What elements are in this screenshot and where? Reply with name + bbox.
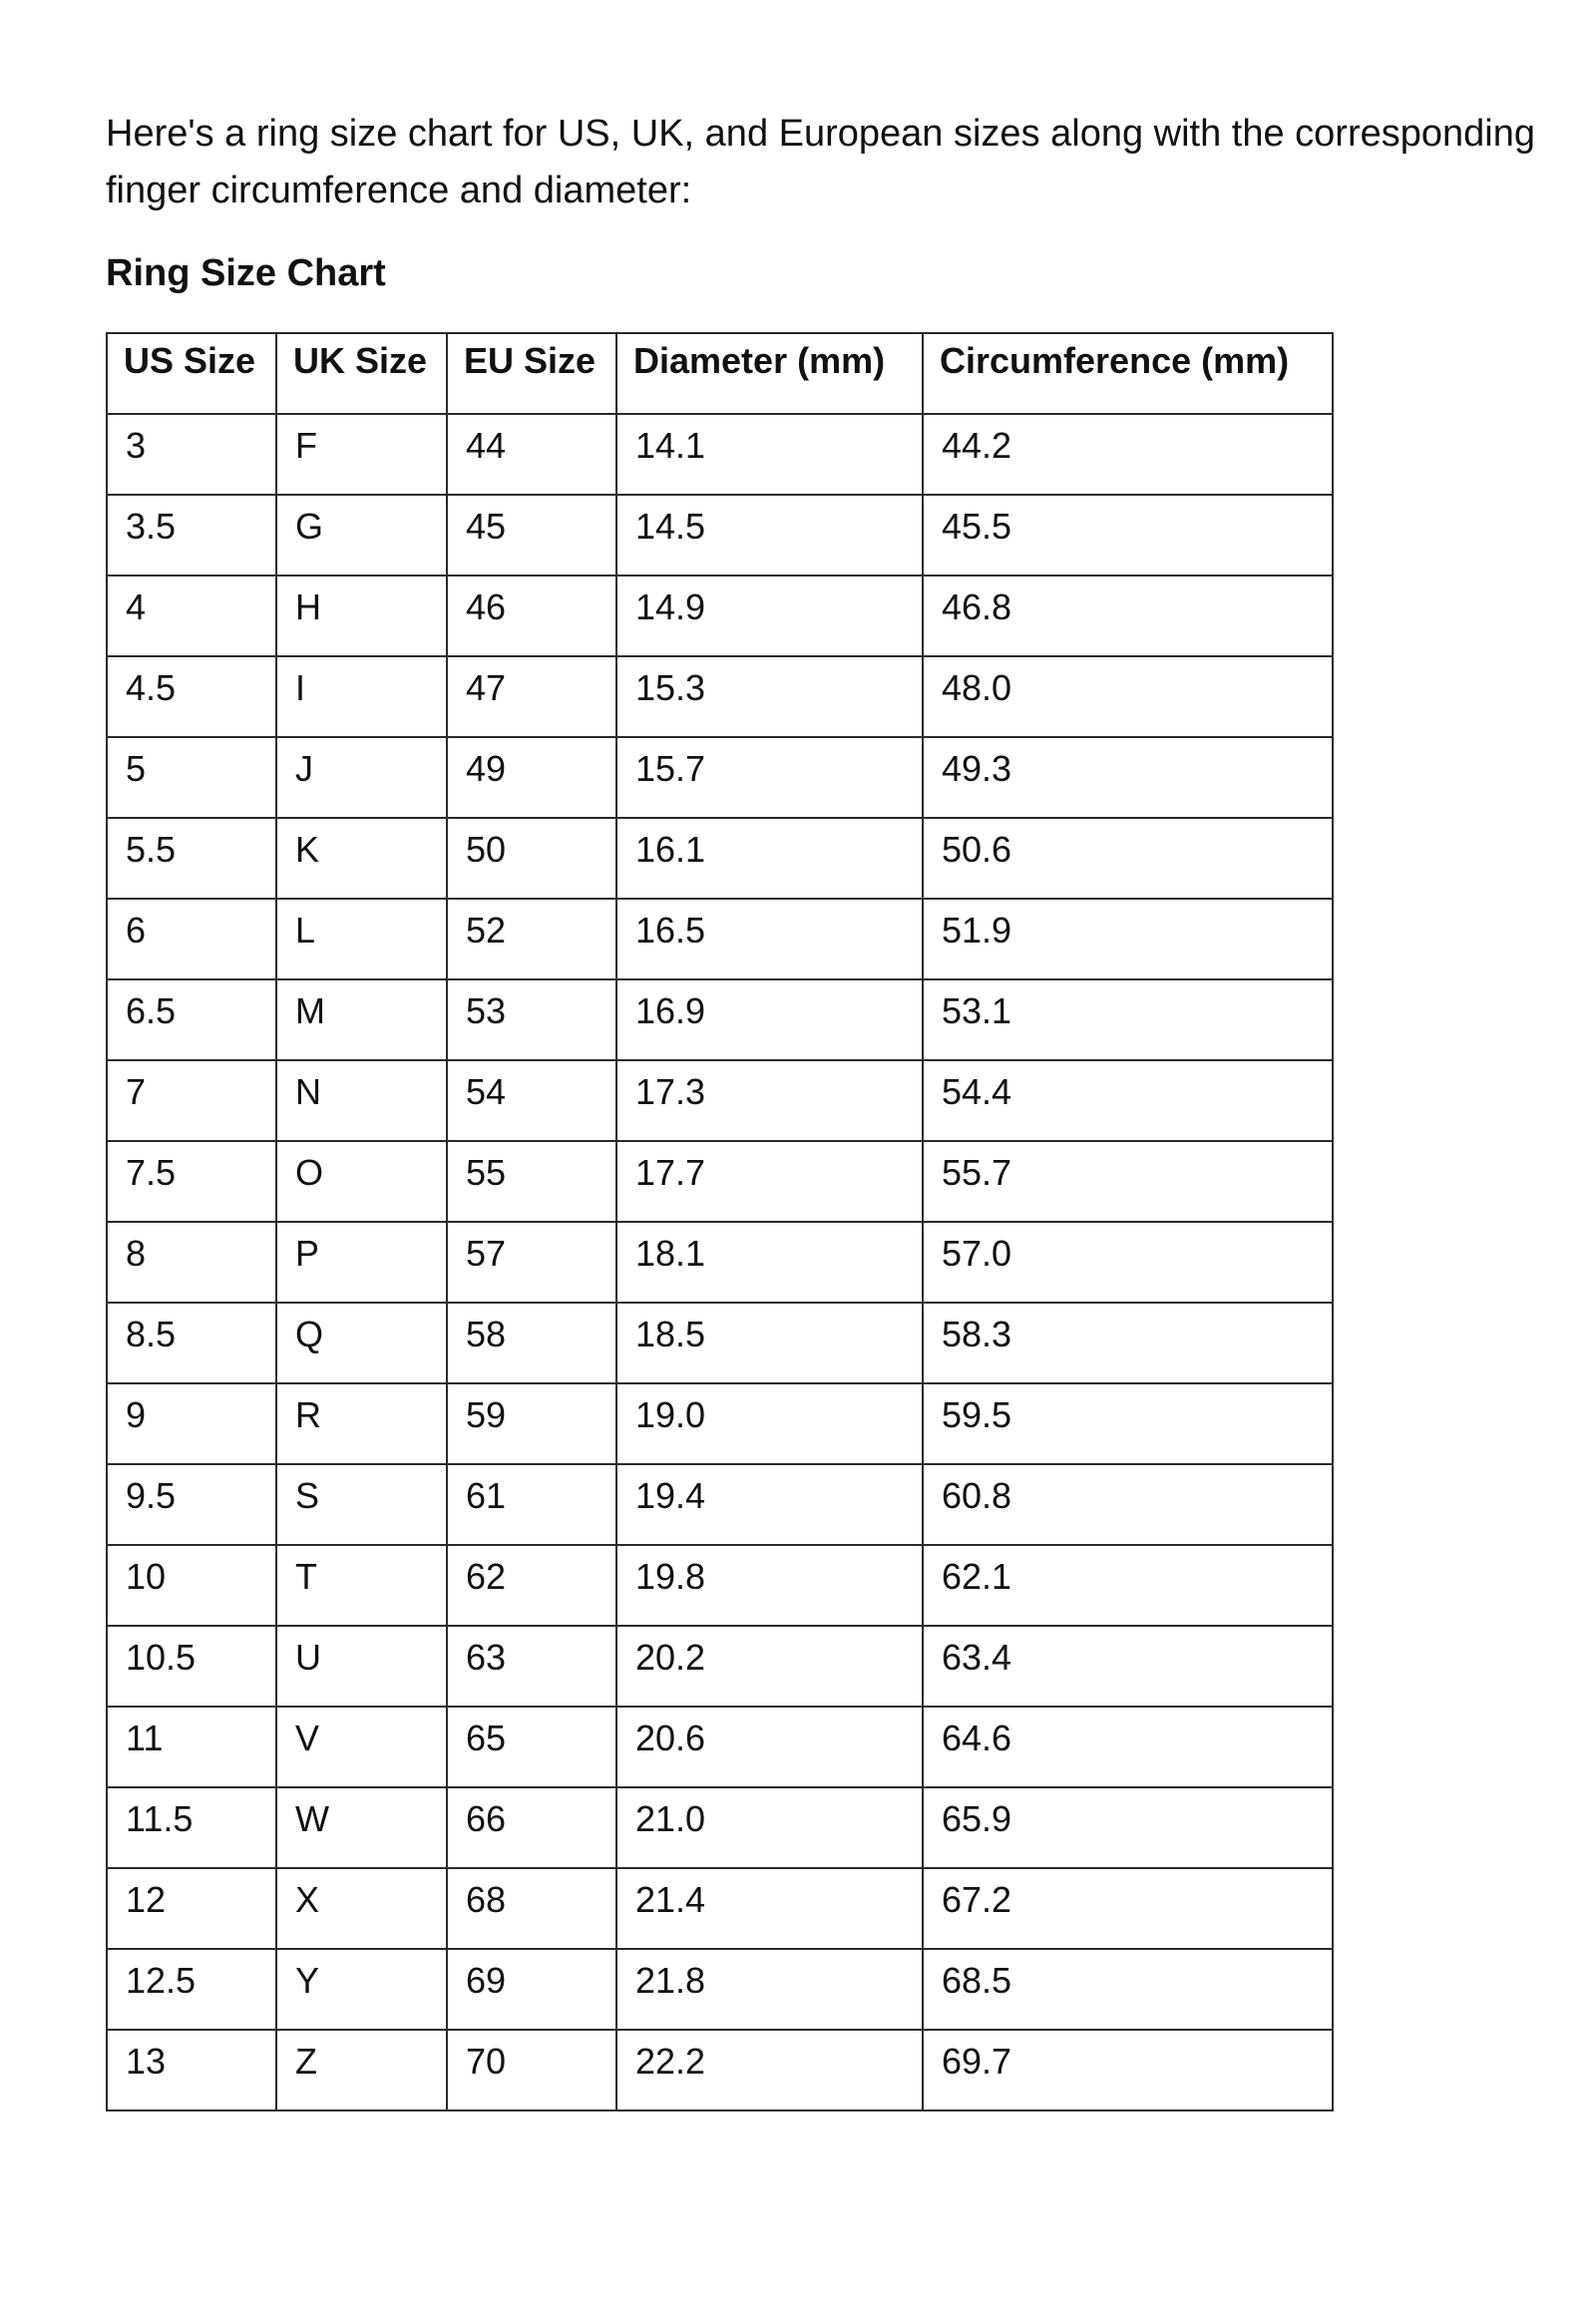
cell-us-size: 11.5 <box>107 1787 276 1868</box>
cell-circumference: 53.1 <box>923 979 1333 1060</box>
cell-eu-size: 70 <box>447 2030 616 2110</box>
cell-circumference: 45.5 <box>923 495 1333 575</box>
table-row <box>107 1060 1333 1141</box>
cell-circumference: 54.4 <box>923 1060 1333 1141</box>
cell-diameter: 22.2 <box>616 2030 923 2110</box>
header-diameter: Diameter (mm) <box>616 333 923 414</box>
cell-circumference: 50.6 <box>923 818 1333 899</box>
table-row <box>107 818 1333 899</box>
cell-diameter: 19.8 <box>616 1545 923 1626</box>
cell-eu-size: 61 <box>447 1464 616 1545</box>
table-row <box>107 1868 1333 1949</box>
cell-circumference: 67.2 <box>923 1868 1333 1949</box>
table-body <box>107 414 1333 2110</box>
cell-uk-size: Y <box>276 1949 447 2030</box>
cell-uk-size: N <box>276 1060 447 1141</box>
cell-uk-size: X <box>276 1868 447 1949</box>
table-row <box>107 1222 1333 1303</box>
cell-uk-size: F <box>276 414 447 495</box>
cell-diameter: 15.3 <box>616 656 923 737</box>
cell-circumference: 62.1 <box>923 1545 1333 1626</box>
table-row <box>107 1303 1333 1383</box>
cell-diameter: 21.8 <box>616 1949 923 2030</box>
cell-eu-size: 54 <box>447 1060 616 1141</box>
table-row <box>107 495 1333 575</box>
cell-us-size: 9 <box>107 1383 276 1464</box>
cell-eu-size: 44 <box>447 414 616 495</box>
cell-uk-size: S <box>276 1464 447 1545</box>
table-header-row <box>107 333 1333 414</box>
cell-eu-size: 68 <box>447 1868 616 1949</box>
table-row <box>107 899 1333 979</box>
cell-uk-size: L <box>276 899 447 979</box>
cell-us-size: 5.5 <box>107 818 276 899</box>
cell-uk-size: I <box>276 656 447 737</box>
cell-us-size: 11 <box>107 1707 276 1787</box>
cell-diameter: 14.1 <box>616 414 923 495</box>
cell-diameter: 18.5 <box>616 1303 923 1383</box>
cell-us-size: 4 <box>107 575 276 656</box>
cell-uk-size: M <box>276 979 447 1060</box>
cell-diameter: 21.0 <box>616 1787 923 1868</box>
cell-us-size: 12 <box>107 1868 276 1949</box>
cell-eu-size: 52 <box>447 899 616 979</box>
cell-circumference: 65.9 <box>923 1787 1333 1868</box>
cell-uk-size: R <box>276 1383 447 1464</box>
cell-us-size: 10.5 <box>107 1626 276 1707</box>
cell-circumference: 69.7 <box>923 2030 1333 2110</box>
ring-size-table <box>106 332 1334 2111</box>
cell-eu-size: 62 <box>447 1545 616 1626</box>
cell-us-size: 4.5 <box>107 656 276 737</box>
cell-eu-size: 58 <box>447 1303 616 1383</box>
cell-uk-size: G <box>276 495 447 575</box>
header-circumference: Circumference (mm) <box>923 333 1333 414</box>
cell-diameter: 19.4 <box>616 1464 923 1545</box>
table-row <box>107 1787 1333 1868</box>
header-us-size: US Size <box>107 333 276 414</box>
cell-us-size: 12.5 <box>107 1949 276 2030</box>
cell-eu-size: 50 <box>447 818 616 899</box>
cell-eu-size: 45 <box>447 495 616 575</box>
cell-circumference: 63.4 <box>923 1626 1333 1707</box>
cell-uk-size: Q <box>276 1303 447 1383</box>
cell-diameter: 21.4 <box>616 1868 923 1949</box>
cell-diameter: 16.5 <box>616 899 923 979</box>
cell-uk-size: K <box>276 818 447 899</box>
cell-circumference: 58.3 <box>923 1303 1333 1383</box>
cell-eu-size: 49 <box>447 737 616 818</box>
cell-eu-size: 47 <box>447 656 616 737</box>
table-row <box>107 575 1333 656</box>
cell-us-size: 13 <box>107 2030 276 2110</box>
cell-circumference: 48.0 <box>923 656 1333 737</box>
table-row <box>107 737 1333 818</box>
cell-diameter: 14.9 <box>616 575 923 656</box>
cell-eu-size: 57 <box>447 1222 616 1303</box>
cell-eu-size: 69 <box>447 1949 616 2030</box>
cell-eu-size: 59 <box>447 1383 616 1464</box>
cell-diameter: 20.6 <box>616 1707 923 1787</box>
cell-circumference: 59.5 <box>923 1383 1333 1464</box>
cell-us-size: 5 <box>107 737 276 818</box>
chart-heading: Ring Size Chart <box>106 252 386 294</box>
cell-uk-size: P <box>276 1222 447 1303</box>
table-row <box>107 1626 1333 1707</box>
intro-paragraph: Here's a ring size chart for US, UK, and European sizes along with the corresponding finger circumference and diameter: <box>106 113 1535 211</box>
cell-circumference: 68.5 <box>923 1949 1333 2030</box>
table-row <box>107 979 1333 1060</box>
cell-diameter: 16.9 <box>616 979 923 1060</box>
cell-diameter: 17.7 <box>616 1141 923 1222</box>
cell-us-size: 7.5 <box>107 1141 276 1222</box>
cell-eu-size: 55 <box>447 1141 616 1222</box>
table-row <box>107 414 1333 495</box>
table-row <box>107 1141 1333 1222</box>
cell-diameter: 16.1 <box>616 818 923 899</box>
cell-us-size: 6 <box>107 899 276 979</box>
cell-uk-size: T <box>276 1545 447 1626</box>
table-row <box>107 1545 1333 1626</box>
cell-us-size: 3.5 <box>107 495 276 575</box>
cell-eu-size: 65 <box>447 1707 616 1787</box>
cell-circumference: 64.6 <box>923 1707 1333 1787</box>
cell-circumference: 57.0 <box>923 1222 1333 1303</box>
cell-uk-size: O <box>276 1141 447 1222</box>
cell-us-size: 9.5 <box>107 1464 276 1545</box>
cell-uk-size: V <box>276 1707 447 1787</box>
table-row <box>107 1949 1333 2030</box>
table-row <box>107 2030 1333 2110</box>
cell-circumference: 55.7 <box>923 1141 1333 1222</box>
cell-uk-size: H <box>276 575 447 656</box>
cell-uk-size: J <box>276 737 447 818</box>
cell-circumference: 44.2 <box>923 414 1333 495</box>
cell-eu-size: 66 <box>447 1787 616 1868</box>
cell-us-size: 6.5 <box>107 979 276 1060</box>
cell-uk-size: U <box>276 1626 447 1707</box>
cell-us-size: 8 <box>107 1222 276 1303</box>
cell-diameter: 20.2 <box>616 1626 923 1707</box>
cell-diameter: 18.1 <box>616 1222 923 1303</box>
table-row <box>107 656 1333 737</box>
cell-diameter: 19.0 <box>616 1383 923 1464</box>
cell-diameter: 15.7 <box>616 737 923 818</box>
table-row <box>107 1707 1333 1787</box>
cell-eu-size: 63 <box>447 1626 616 1707</box>
cell-uk-size: Z <box>276 2030 447 2110</box>
cell-diameter: 14.5 <box>616 495 923 575</box>
header-uk-size: UK Size <box>276 333 447 414</box>
table-row <box>107 1383 1333 1464</box>
cell-circumference: 60.8 <box>923 1464 1333 1545</box>
cell-diameter: 17.3 <box>616 1060 923 1141</box>
cell-us-size: 7 <box>107 1060 276 1141</box>
cell-us-size: 10 <box>107 1545 276 1626</box>
cell-eu-size: 53 <box>447 979 616 1060</box>
cell-us-size: 8.5 <box>107 1303 276 1383</box>
table-row <box>107 1464 1333 1545</box>
cell-eu-size: 46 <box>447 575 616 656</box>
header-eu-size: EU Size <box>447 333 616 414</box>
cell-us-size: 3 <box>107 414 276 495</box>
cell-circumference: 49.3 <box>923 737 1333 818</box>
cell-circumference: 51.9 <box>923 899 1333 979</box>
cell-uk-size: W <box>276 1787 447 1868</box>
cell-circumference: 46.8 <box>923 575 1333 656</box>
